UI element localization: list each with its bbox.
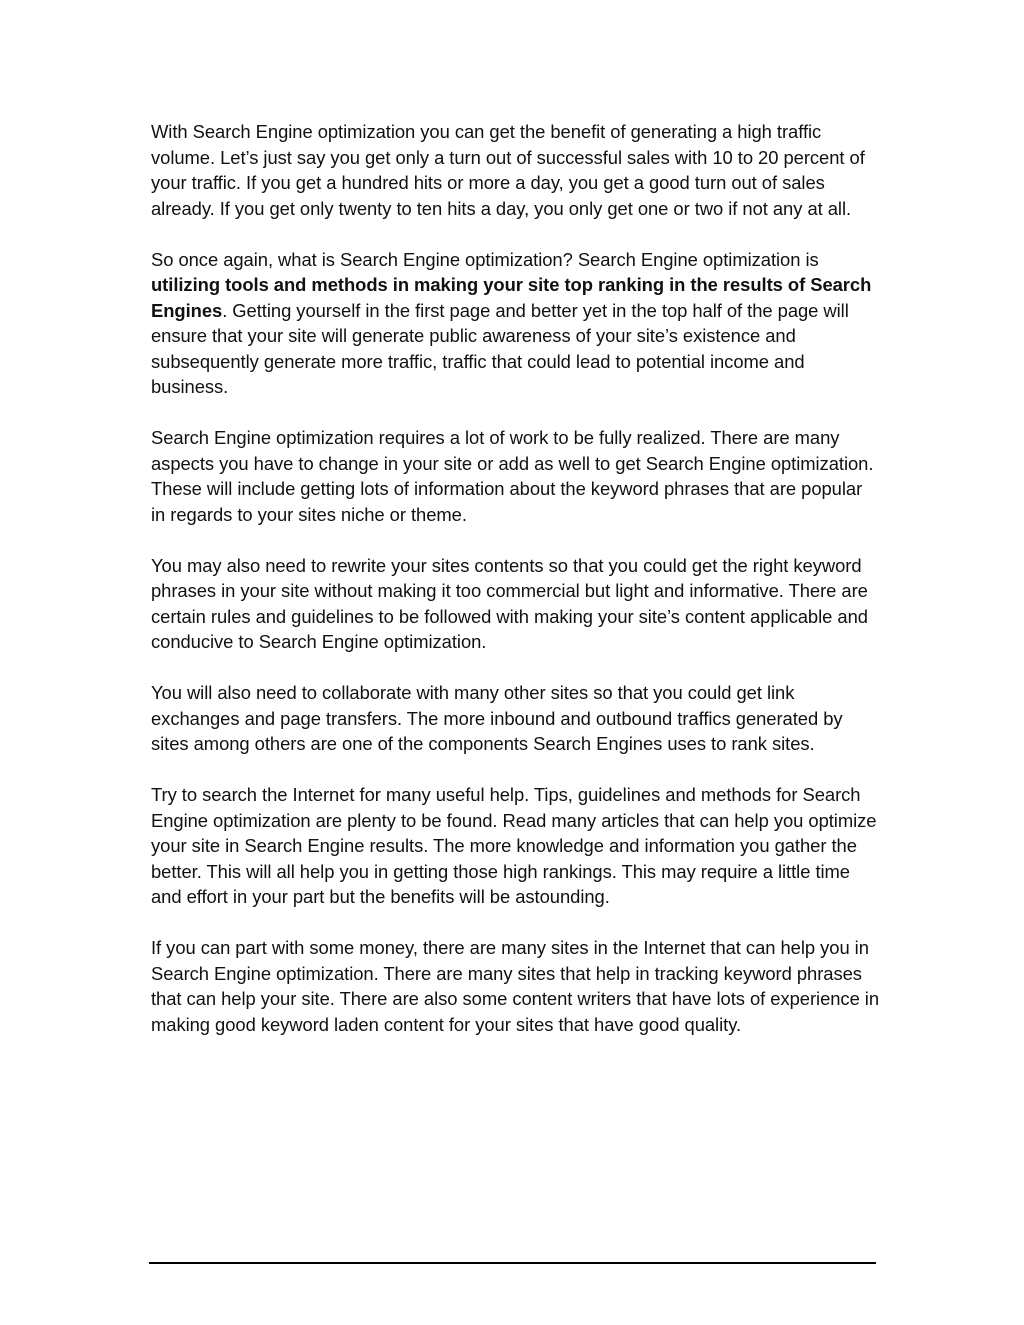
document-body <box>151 119 881 1063</box>
paragraph-seo-definition-bold: utilizing tools and methods in making your site top ranking in the results of Search Engines <box>151 274 872 321</box>
paragraph-seo-work: Search Engine optimization requires a lot of work to be fully realized. There are many aspects you have to change in your site or add as well to get Search Engine optimization. These will include getting lots of information about the keyword phrases that are popular in regards to your sites niche or theme. <box>151 427 874 525</box>
paragraph-seo-definition <box>151 247 881 400</box>
paragraph-seo-definition-rest: . Getting yourself in the first page and better yet in the top half of the page will ensure that your site will generate public awareness of your site’s existence and subsequently generate more traffic, traffic that could lead to potential income and business. <box>151 299 849 397</box>
paragraph-rewrite-contents: You may also need to rewrite your sites contents so that you could get the right keyword phrases in your site without making it too commercial but light and informative. There are certain rules and guidelines to be followed with making your site’s content applicable and conducive to Search Engine optimization. <box>151 554 868 652</box>
paragraph-seo-definition-intro: So once again, what is Search Engine optimization? Search Engine optimization is <box>151 248 819 270</box>
paragraph-paid-help: If you can part with some money, there are many sites in the Internet that can help you in Search Engine optimization. There are many sites that help in tracking keyword phrases that can help your site. There are also some content writers that have lots of experience in making good keyword laden content for your sites that have good quality. <box>151 937 880 1035</box>
footer-divider <box>149 1262 876 1264</box>
paragraph-seo-benefit: With Search Engine optimization you can get the benefit of generating a high traffic volume. Let’s just say you get only a turn out of successful sales with 10 to 20 percent of your traffic. If you get a hundred hits or more a day, you get a good turn out of sales already. If you get only twenty to ten hits a day, you only get one or two if not any at all. <box>151 121 865 219</box>
paragraph-search-help: Try to search the Internet for many useful help. Tips, guidelines and methods for Search Engine optimization are plenty to be found. Read many articles that can help you optimize your site in Search Engine results. The more knowledge and information you gather the better. This will all help you in getting those high rankings. This may require a little time and effort in your part but the benefits will be astounding. <box>151 784 877 907</box>
paragraph-collaborate: You will also need to collaborate with many other sites so that you could get link exchanges and page transfers. The more inbound and outbound traffics generated by sites among others are one of the components Search Engines uses to rank sites. <box>151 682 843 754</box>
